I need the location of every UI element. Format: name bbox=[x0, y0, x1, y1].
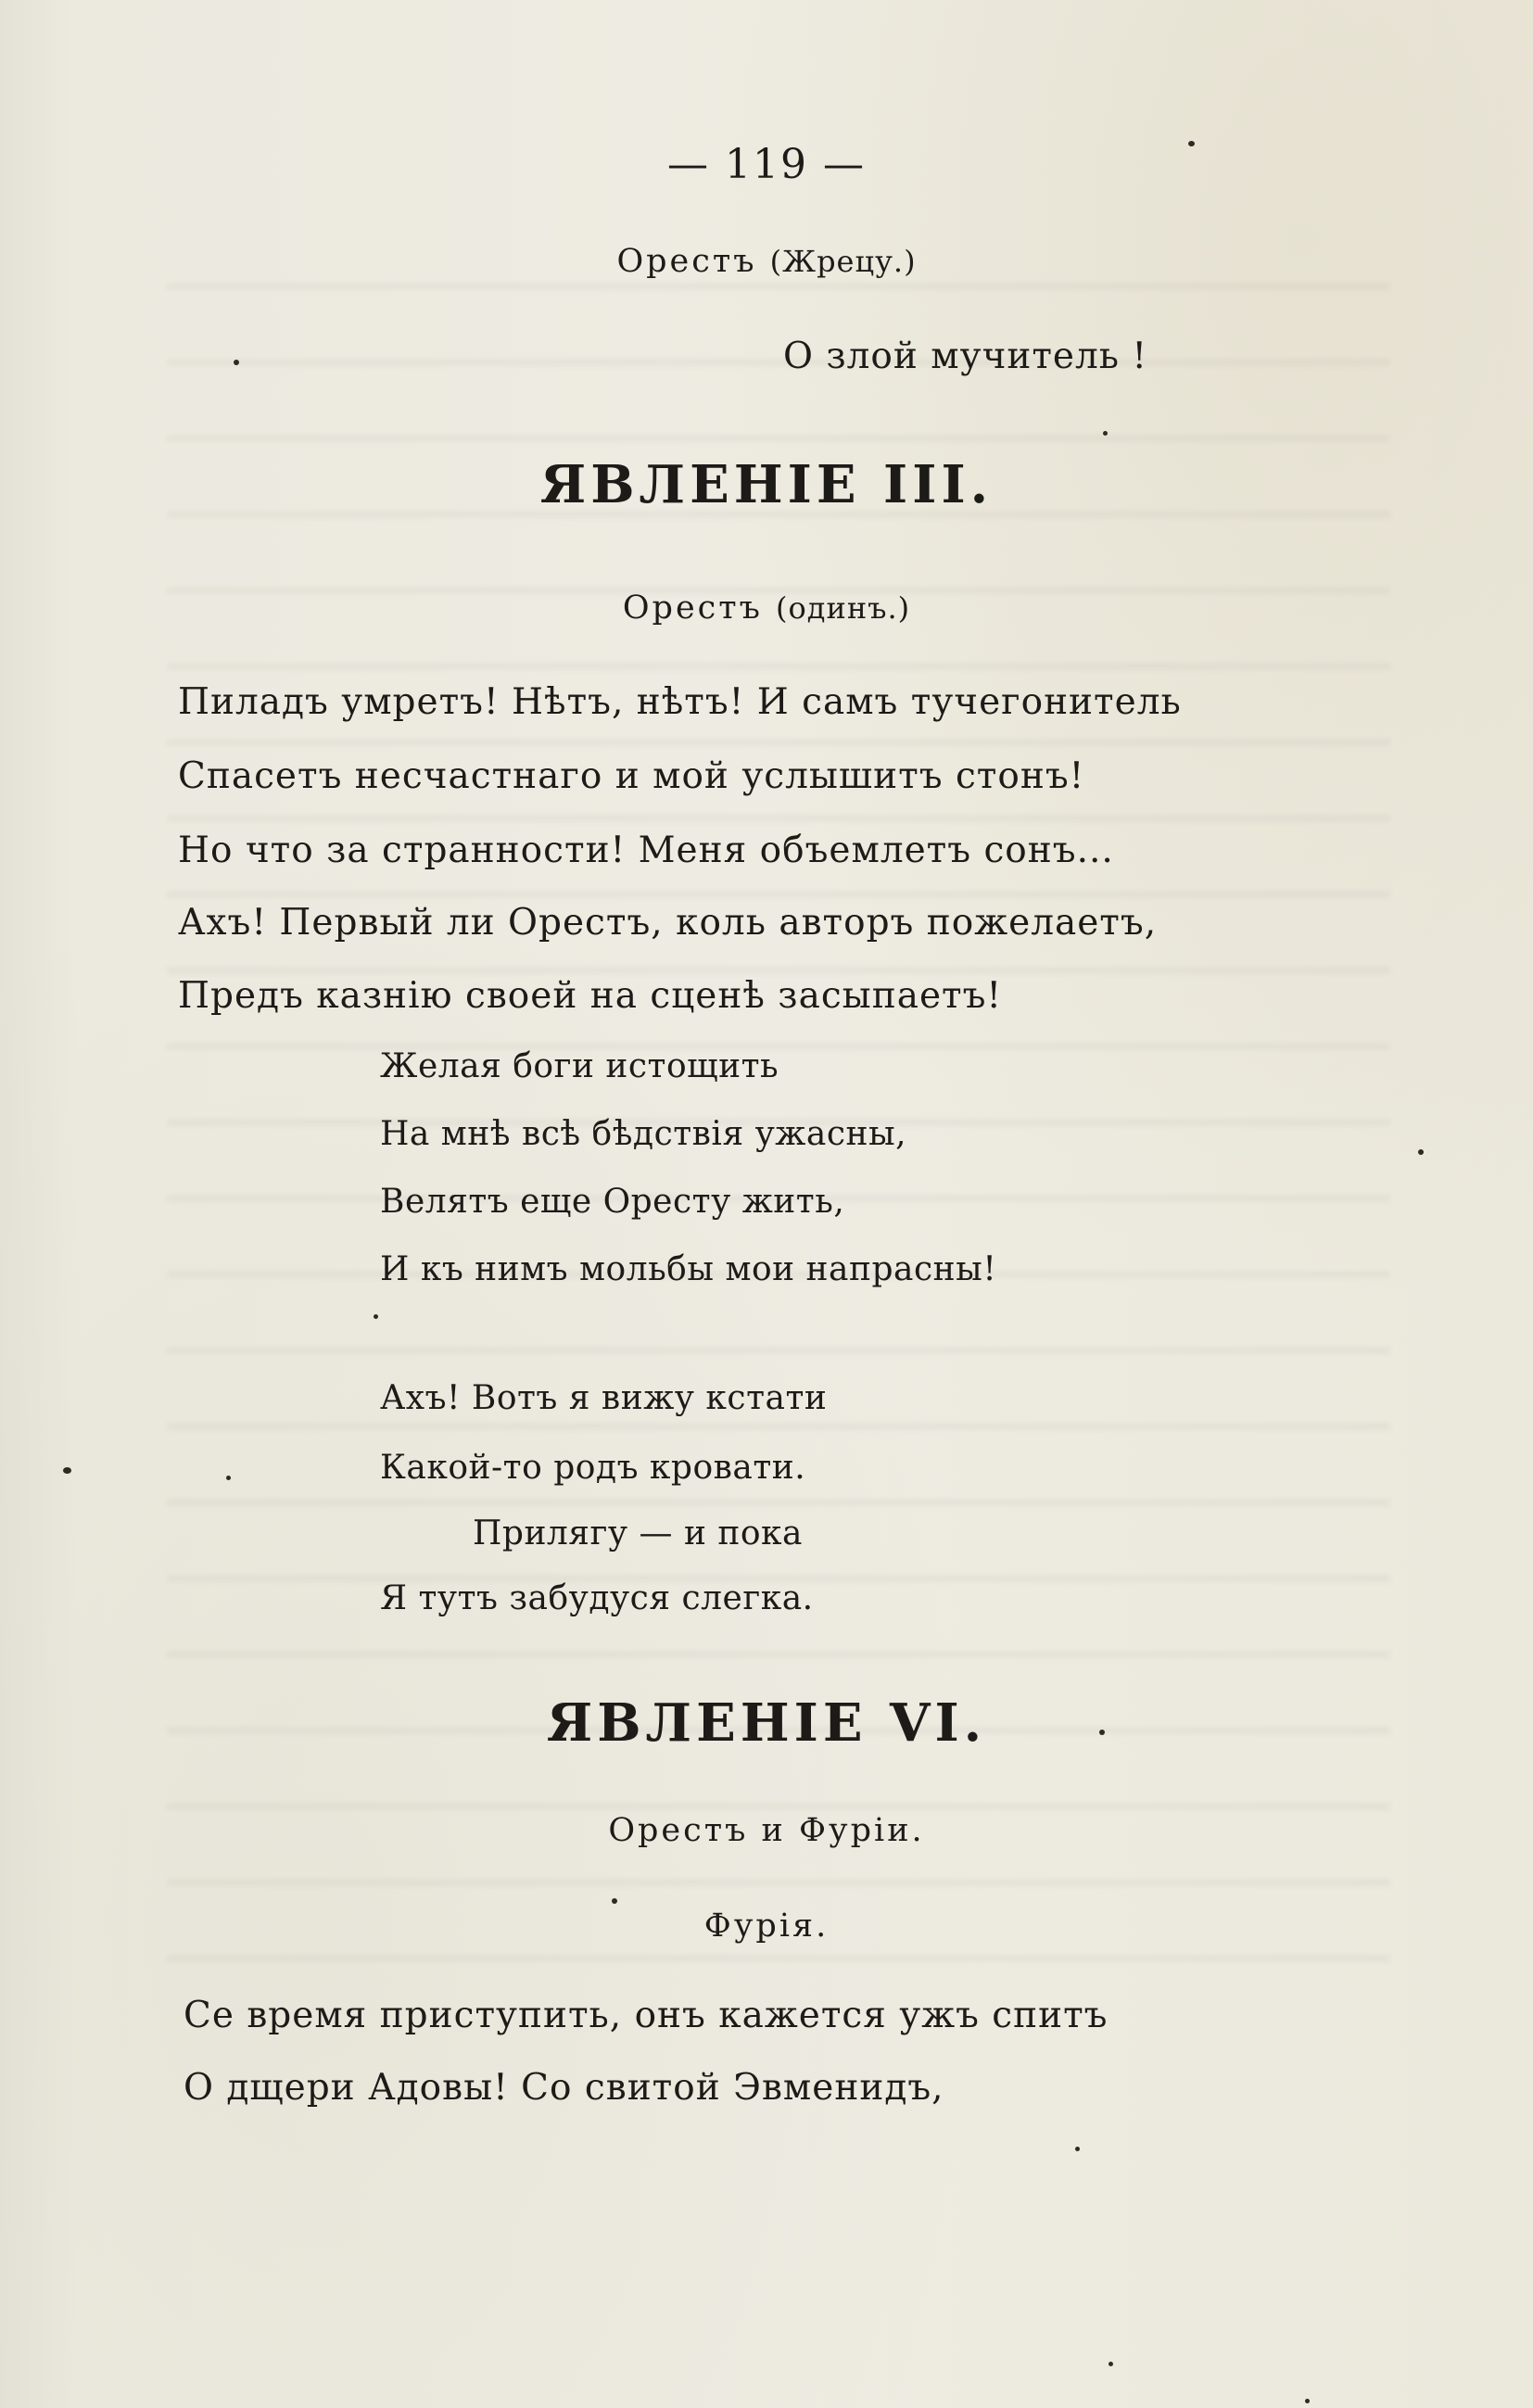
scene-heading-6: ЯВЛЕНІЕ VI. bbox=[546, 1692, 987, 1754]
page-number: — 119 — bbox=[667, 141, 866, 188]
verse-line: Велятъ еще Оресту жить, bbox=[380, 1183, 845, 1221]
speaker-name: Орестъ bbox=[616, 243, 757, 280]
ink-speck bbox=[612, 1898, 617, 1904]
ink-speck bbox=[226, 1476, 231, 1480]
verse-line: Се время приступить, онъ кажется ужъ спитъ bbox=[184, 1995, 1109, 2036]
verse-line: Ахъ! Вотъ я вижу кстати bbox=[380, 1379, 828, 1417]
verse-line: О дщери Адовы! Со свитой Эвменидъ, bbox=[184, 2067, 944, 2109]
ink-speck bbox=[1109, 2362, 1113, 2366]
verse-line: Пиладъ умретъ! Нѣтъ, нѣтъ! И самъ тучегонитель bbox=[178, 681, 1182, 723]
ink-speck bbox=[1103, 431, 1108, 436]
verse-line: Я тутъ забудуся слегка. bbox=[380, 1579, 814, 1617]
verse-line: На мнѣ всѣ бѣдствія ужасны, bbox=[380, 1115, 907, 1153]
verse-line: Спасетъ несчастнаго и мой услышитъ стонъ! bbox=[178, 755, 1085, 797]
speaker-orestes-alone bbox=[0, 589, 1533, 627]
ink-speck bbox=[63, 1467, 71, 1474]
ink-speck bbox=[374, 1314, 378, 1319]
ink-speck bbox=[234, 360, 239, 365]
stage-direction: (одинъ.) bbox=[776, 590, 911, 626]
verse-line: О злой мучитель ! bbox=[783, 336, 1148, 377]
ink-speck bbox=[1075, 2147, 1080, 2151]
dramatis-personae: Орестъ и Фуріи. bbox=[608, 1812, 925, 1849]
stage-direction: (Жрецу.) bbox=[769, 244, 917, 279]
ink-speck bbox=[1099, 1730, 1105, 1735]
ink-speck bbox=[1418, 1149, 1424, 1155]
speaker-name: Орестъ bbox=[622, 589, 763, 627]
speaker-fury: Фурія. bbox=[703, 1907, 830, 1945]
ink-speck bbox=[1305, 2399, 1310, 2403]
verse-line: Но что за странности! Меня объемлетъ сонъ... bbox=[178, 830, 1114, 871]
scene-heading-3: ЯВЛЕНІЕ III. bbox=[539, 454, 994, 515]
verse-line: Предъ казнію своей на сценѣ засыпаетъ! bbox=[178, 975, 1003, 1017]
speaker-orestes bbox=[0, 243, 1533, 280]
verse-line: И къ нимъ мольбы мои напрасны! bbox=[380, 1250, 997, 1288]
verse-line: Ахъ! Первый ли Орестъ, коль авторъ пожелаетъ, bbox=[178, 902, 1158, 944]
verse-line: Желая боги истощить bbox=[380, 1047, 779, 1085]
ink-speck bbox=[1188, 141, 1195, 146]
verse-line: Прилягу — и пока bbox=[473, 1515, 804, 1553]
verse-line: Какой-то родъ кровати. bbox=[380, 1449, 806, 1487]
